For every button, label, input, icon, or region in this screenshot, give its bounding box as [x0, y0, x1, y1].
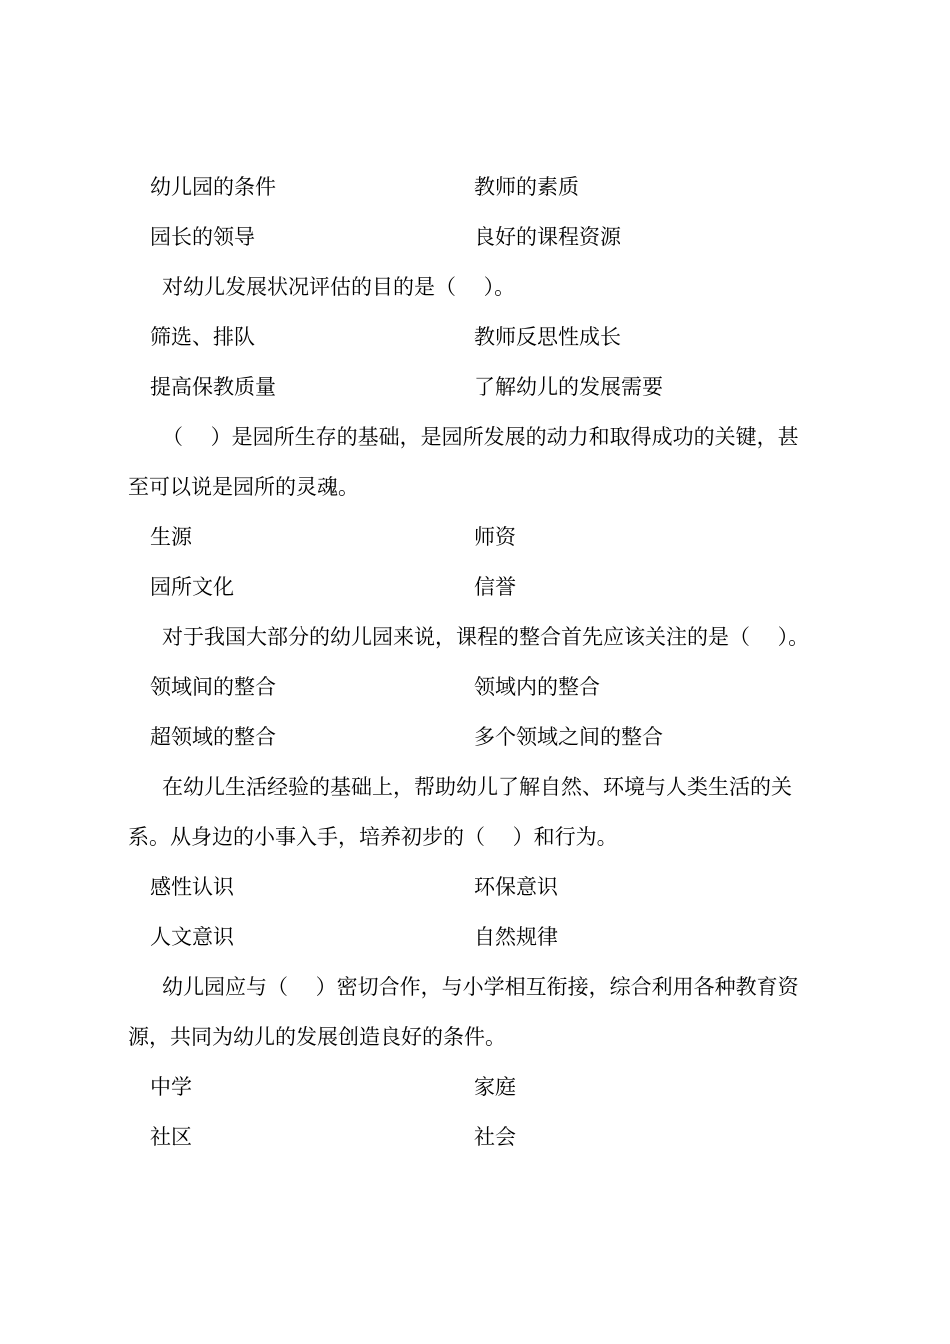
option-group — [128, 512, 838, 612]
answer-option: 中学 — [150, 1075, 192, 1099]
option-row — [128, 862, 838, 912]
answer-option: 信誉 — [474, 575, 516, 599]
answer-option: 生源 — [150, 525, 192, 549]
option-group — [128, 662, 838, 762]
question-line: 源，共同为幼儿的发展创造良好的条件。 — [128, 1025, 506, 1049]
question-line: （ ）是园所生存的基础，是园所发展的动力和取得成功的关键，甚 — [162, 425, 799, 449]
answer-option: 教师反思性成长 — [474, 325, 621, 349]
answer-option: 自然规律 — [474, 925, 558, 949]
question-line: 系。从身边的小事入手，培养初步的（ ）和行为。 — [128, 825, 618, 849]
option-group — [128, 862, 838, 962]
option-row — [128, 562, 838, 612]
answer-option: 园长的领导 — [150, 225, 255, 249]
answer-option: 提高保教质量 — [150, 375, 276, 399]
answer-option: 社区 — [150, 1125, 192, 1149]
answer-option: 良好的课程资源 — [474, 225, 621, 249]
answer-option: 幼儿园的条件 — [150, 175, 276, 199]
answer-option: 感性认识 — [150, 875, 234, 899]
answer-option: 领域间的整合 — [150, 675, 276, 699]
option-row — [128, 362, 838, 412]
answer-option: 环保意识 — [474, 875, 558, 899]
option-row — [128, 712, 838, 762]
answer-option: 教师的素质 — [474, 175, 579, 199]
question-text — [128, 962, 838, 1062]
question-line: 对幼儿发展状况评估的目的是（ ）。 — [162, 275, 516, 299]
answer-option: 了解幼儿的发展需要 — [474, 375, 663, 399]
question-text — [128, 612, 838, 662]
answer-option: 家庭 — [474, 1075, 516, 1099]
option-row — [128, 312, 838, 362]
question-list — [128, 162, 838, 1162]
option-row — [128, 662, 838, 712]
option-row — [128, 912, 838, 962]
option-group — [128, 1062, 838, 1162]
question-text — [128, 412, 838, 512]
answer-option: 领域内的整合 — [474, 675, 600, 699]
option-row — [128, 162, 838, 212]
question-line: 对于我国大部分的幼儿园来说，课程的整合首先应该关注的是（ ）。 — [162, 625, 810, 649]
option-group — [128, 312, 838, 412]
question-text — [128, 762, 838, 862]
question-line: 在幼儿生活经验的基础上，帮助幼儿了解自然、环境与人类生活的关 — [162, 775, 792, 799]
answer-option: 师资 — [474, 525, 516, 549]
question-text — [128, 262, 838, 312]
option-row — [128, 512, 838, 562]
option-row — [128, 1112, 838, 1162]
answer-option: 社会 — [474, 1125, 516, 1149]
answer-option: 超领域的整合 — [150, 725, 276, 749]
option-row — [128, 212, 838, 262]
answer-option: 园所文化 — [150, 575, 234, 599]
answer-option: 筛选、排队 — [150, 325, 255, 349]
answer-option: 多个领域之间的整合 — [474, 725, 663, 749]
question-line: 至可以说是园所的灵魂。 — [128, 475, 359, 499]
option-row — [128, 1062, 838, 1112]
question-line: 幼儿园应与（ ）密切合作，与小学相互衔接，综合利用各种教育资 — [162, 975, 799, 999]
answer-option: 人文意识 — [150, 925, 234, 949]
option-group — [128, 162, 838, 262]
